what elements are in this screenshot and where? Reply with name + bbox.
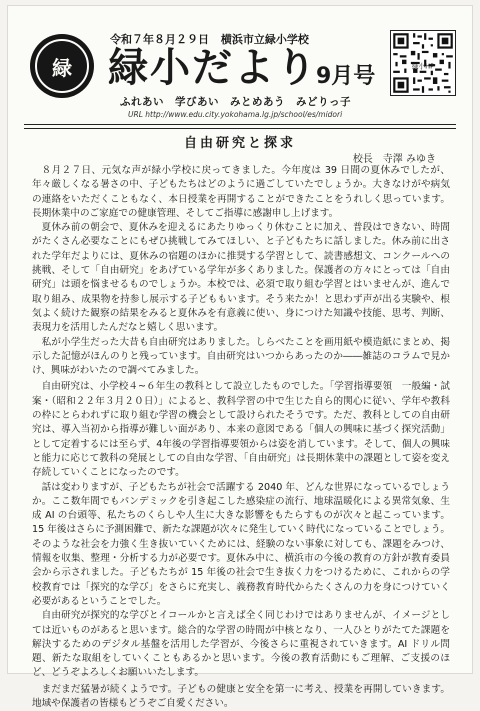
school-emblem-icon — [30, 34, 94, 98]
header-rule — [24, 124, 456, 125]
qr-code-icon — [390, 30, 456, 96]
qr-caption: 緑小HP — [411, 62, 435, 71]
masthead — [8, 6, 472, 134]
school-url: URL http://www.edu.city.yokohama.lg.jp/school/es/midori — [128, 110, 343, 119]
article-body — [32, 164, 450, 711]
header-rule-thin — [24, 128, 456, 129]
paragraph: 私が小学生だった大昔も自由研究はありました。しらべたことを画用紙や模造紙にまとめ、掲示した記憶がほんのりと残っています。自由研究はいつからあったのか――雑誌のコラムで見かけ、興味がわいたので調べてみました。 — [32, 336, 450, 377]
school-slogan: ふれあい 学びあい みとめあう みどりっ子 — [120, 96, 351, 108]
newsletter-page — [8, 6, 472, 709]
paragraph: 夏休み前の朝会で、夏休みを迎えるにあたりゆっくり休むことに加え、普段はできない、時間がたくさん必要なことにもぜひ挑戦してみてほしい、と子どもたちに話しました。休み前に出された学年だよりには、夏休みの宿題のほかに推奨する学習として、読書感想文、コンクールへの挑戦、そして「自由研究」をあげている学年が多くありました。保護者の方々にとっては「自由研究」は頭を悩ませるものでしょうか。本校では、必須で取り組む学習とはいませんが、進んで取り組み、成果物を持参し展示する子どももいます。そう来たか！と思わず声が出る実験や、根気よく続けた観察の結果をみると夏休みを有意義に使い、身につけた知識や技能、思考、判断、表現力を活用したんだなと嬉しく思います。 — [32, 222, 450, 334]
issue-date: 令和７年８月２９日 — [110, 33, 209, 46]
school-name: 横浜市立緑小学校 — [220, 33, 309, 46]
emblem-mark: 緑 — [35, 39, 89, 93]
article-author: 校長 寺澤 みゆき — [352, 154, 436, 165]
paragraph: まだまだ猛暑が続くようです。子どもの健康と安全を第一に考え、授業を再開していきます。地域や保護者の皆様もどうぞご自愛ください。 — [32, 683, 450, 709]
issue-number: 9月号 — [316, 64, 376, 89]
newsletter-title: 緑小だより — [108, 45, 318, 91]
paragraph: ８月２７日、元気な声が緑小学校に戻ってきました。今年度は 39 日間の夏休みでしたが、年々厳しくなる暑さの中、子どもたちはどのように過ごしていたでしょうか。大きなけがや病気の連絡をいただくこともなく、本日授業を再開することができたことをうれしく思っています。長期休業中のご家庭での健康管理、そしてご指導に感謝申し上げます。 — [32, 165, 450, 219]
paragraph: 自由研究が探究的な学びとイコールかと言えば全く同じわけではありませんが、イメージとしては近いものがあると思います。総合的な学習の時間が中核となり、一人ひとりがたてた課題を解決するためのデジタル基盤を活用した学習が、今後さらに重視されていきます。AI ドリル問題、新たな取組をしていくこともあるかと思います。今後の教育活動にもご理解、ご支援のほど、どうぞよろしくお願いいたします。 — [32, 610, 450, 679]
article-title: 自由研究と探求 — [183, 136, 296, 151]
paragraph: 自由研究は、小学校４~６年生の教科として設立したものでした。「学習指導要領 一般編・試案・（昭和２２年３月２０日）」によると、教科学習の中で生じた自ら的関心に従い、学年や教科の枠にとらわれずに取り組む学習の機会として設けられたそうです。ただ、教科としての自由研究は、導入当初から指導が難しい面があり、本来の意図である「個人の興味に基づく探究活動」として定着するには至らず、4年後の学習指導要領からは姿を消しています。そして、個人の興味と能力に応じて教科の発展としての自由な学習、「自由研究」は長期休業中の課題として姿を変え存続していくことになったのです。 — [32, 381, 450, 479]
paragraph: 話は変わりますが、子どもたちが社会で活躍する 2040 年、どんな世界になっているでしょうか。ここ数年間でもパンデミックを引き起こした感染症の流行、地球温暖化による異常気象、生成 AI の台頭等、私たちのくらしや人生に大きな影響をもたらすものが次々と起こっています。15 年後はさらに予測困難で、新たな課題が次々に発生していく時代になっていることでしょう。そのような社会を力強く生き抜いていくためには、経験のない事象に対しても、課題をみつけ、情報を収集、整理・分析する力が必要です。夏休み中に、横浜市の今後の教育の方針が教育委員会から示されました。子どもたちが 15 年後の社会で生き抜く力をつけるために、これからの学校教育では「探究的な学び」をさらに充実し、義務教育時代からたくさんの力を身につけていく必要があるということでした。 — [32, 481, 451, 607]
